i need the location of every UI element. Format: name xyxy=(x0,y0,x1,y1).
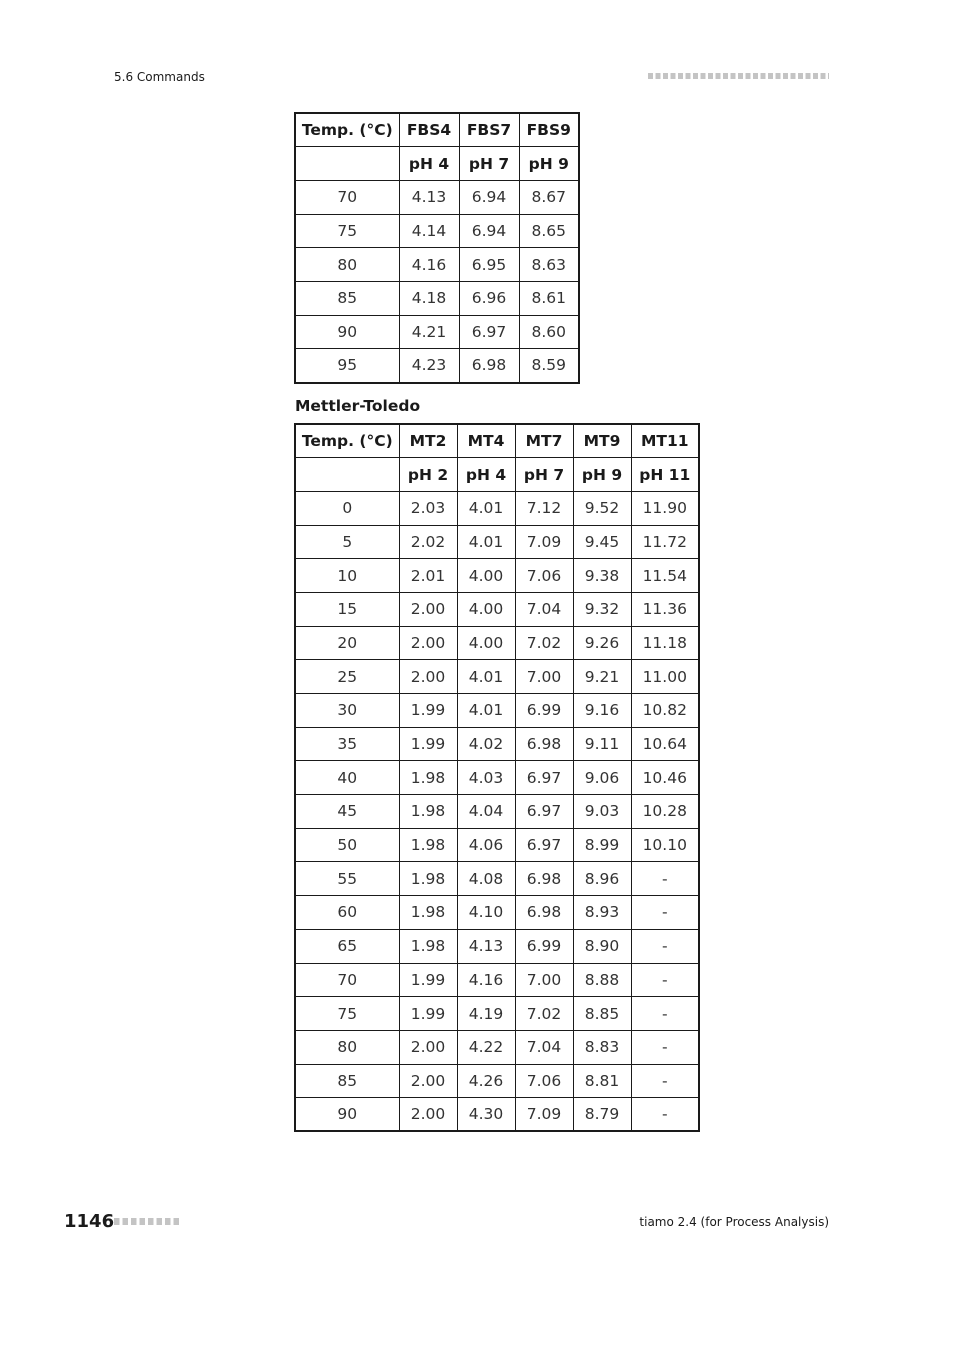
table-cell: 4.01 xyxy=(457,694,515,728)
table-cell: 7.12 xyxy=(515,491,573,525)
table-cell: 2.03 xyxy=(399,491,457,525)
header-cell: pH 7 xyxy=(459,147,519,181)
fbs-buffer-table xyxy=(294,112,580,384)
table-cell: 4.08 xyxy=(457,862,515,896)
table-cell: 7.02 xyxy=(515,626,573,660)
table-cell: 7.04 xyxy=(515,1030,573,1064)
table-row xyxy=(295,929,699,963)
footer-decoration xyxy=(114,1218,182,1225)
table-cell: 8.59 xyxy=(519,349,579,383)
table-cell: 4.14 xyxy=(399,214,459,248)
table-cell: 8.67 xyxy=(519,180,579,214)
header-cell: pH 4 xyxy=(457,458,515,492)
header-cell: MT7 xyxy=(515,424,573,458)
table-cell: 15 xyxy=(295,592,399,626)
table-cell: 1.98 xyxy=(399,828,457,862)
table-cell: 8.65 xyxy=(519,214,579,248)
table-cell: 11.00 xyxy=(631,660,699,694)
table-cell: 4.00 xyxy=(457,559,515,593)
table-cell: 10.46 xyxy=(631,761,699,795)
table-cell: 4.01 xyxy=(457,525,515,559)
table-cell: 7.04 xyxy=(515,592,573,626)
table-row xyxy=(295,626,699,660)
table-row xyxy=(295,525,699,559)
page-number: 1146 xyxy=(64,1211,115,1232)
table-cell: 2.00 xyxy=(399,660,457,694)
table-cell: 8.81 xyxy=(573,1064,631,1098)
table-cell: 4.22 xyxy=(457,1030,515,1064)
table-cell: 70 xyxy=(295,963,399,997)
table-row xyxy=(295,491,699,525)
table-cell: 2.00 xyxy=(399,1064,457,1098)
table-row xyxy=(295,727,699,761)
table-cell: 8.60 xyxy=(519,315,579,349)
table-cell: 60 xyxy=(295,896,399,930)
table-cell: 2.00 xyxy=(399,626,457,660)
table-cell: 8.85 xyxy=(573,997,631,1031)
table-cell: 6.97 xyxy=(515,761,573,795)
table-cell: 0 xyxy=(295,491,399,525)
table-cell: 4.06 xyxy=(457,828,515,862)
header-cell xyxy=(295,458,399,492)
table-cell: 4.01 xyxy=(457,491,515,525)
table-cell: 2.00 xyxy=(399,1030,457,1064)
table-cell: 7.09 xyxy=(515,1098,573,1132)
table-cell: 20 xyxy=(295,626,399,660)
table-cell: 6.98 xyxy=(459,349,519,383)
table-cell: 6.96 xyxy=(459,281,519,315)
table-cell: 6.98 xyxy=(515,727,573,761)
table-cell: 7.09 xyxy=(515,525,573,559)
table-cell: 8.99 xyxy=(573,828,631,862)
table-cell: 1.98 xyxy=(399,795,457,829)
table-cell: 9.16 xyxy=(573,694,631,728)
table-cell: 90 xyxy=(295,1098,399,1132)
table-cell: 8.96 xyxy=(573,862,631,896)
table-cell: 95 xyxy=(295,349,399,383)
header-cell: MT4 xyxy=(457,424,515,458)
table-cell: 7.06 xyxy=(515,1064,573,1098)
table-cell: 1.99 xyxy=(399,727,457,761)
table-cell: 8.79 xyxy=(573,1098,631,1132)
table-cell: 4.02 xyxy=(457,727,515,761)
table-cell: 7.00 xyxy=(515,660,573,694)
table-cell: 10.10 xyxy=(631,828,699,862)
table-cell: 11.18 xyxy=(631,626,699,660)
table-cell: 11.36 xyxy=(631,592,699,626)
table-cell: 2.01 xyxy=(399,559,457,593)
table-cell: 70 xyxy=(295,180,399,214)
table-cell: 75 xyxy=(295,214,399,248)
table-row xyxy=(295,592,699,626)
header-cell: Temp. (°C) xyxy=(295,113,399,147)
table-cell: 1.98 xyxy=(399,896,457,930)
table-row xyxy=(295,795,699,829)
table-cell: 9.11 xyxy=(573,727,631,761)
table-cell: 4.00 xyxy=(457,626,515,660)
table-cell: 1.98 xyxy=(399,929,457,963)
header-cell: MT11 xyxy=(631,424,699,458)
table-cell: 11.72 xyxy=(631,525,699,559)
table-cell: 8.88 xyxy=(573,963,631,997)
table-cell: 4.30 xyxy=(457,1098,515,1132)
table-cell: - xyxy=(631,896,699,930)
table-cell: 11.90 xyxy=(631,491,699,525)
table-cell: 6.94 xyxy=(459,180,519,214)
header-cell: pH 4 xyxy=(399,147,459,181)
table-cell: 9.32 xyxy=(573,592,631,626)
table-cell: 6.97 xyxy=(459,315,519,349)
table-cell: 8.83 xyxy=(573,1030,631,1064)
table-cell: 1.99 xyxy=(399,694,457,728)
table-cell: 6.99 xyxy=(515,694,573,728)
header-cell xyxy=(295,147,399,181)
table-cell: 6.98 xyxy=(515,862,573,896)
table-cell: 10.28 xyxy=(631,795,699,829)
table-cell: 10.64 xyxy=(631,727,699,761)
header-cell: FBS9 xyxy=(519,113,579,147)
table-row xyxy=(295,997,699,1031)
header-cell: FBS4 xyxy=(399,113,459,147)
header-cell: MT2 xyxy=(399,424,457,458)
table-cell: 10.82 xyxy=(631,694,699,728)
table-cell: 75 xyxy=(295,997,399,1031)
table-row xyxy=(295,1064,699,1098)
table-cell: 7.00 xyxy=(515,963,573,997)
header-cell: pH 11 xyxy=(631,458,699,492)
table-row xyxy=(295,315,579,349)
table-cell: 4.23 xyxy=(399,349,459,383)
table-cell: 1.98 xyxy=(399,761,457,795)
table-cell: 9.03 xyxy=(573,795,631,829)
table-cell: 45 xyxy=(295,795,399,829)
section-header: 5.6 Commands xyxy=(114,70,205,84)
table-cell: - xyxy=(631,963,699,997)
table-cell: 9.06 xyxy=(573,761,631,795)
table-header-row xyxy=(295,424,699,458)
table-row xyxy=(295,248,579,282)
table-cell: 8.93 xyxy=(573,896,631,930)
table-row xyxy=(295,1098,699,1132)
table-cell: 4.18 xyxy=(399,281,459,315)
table-row xyxy=(295,660,699,694)
table-row xyxy=(295,963,699,997)
table-row xyxy=(295,862,699,896)
header-cell: pH 7 xyxy=(515,458,573,492)
table-row xyxy=(295,214,579,248)
table-cell: - xyxy=(631,929,699,963)
table-row xyxy=(295,349,579,383)
table-cell: 6.97 xyxy=(515,828,573,862)
table-cell: 4.03 xyxy=(457,761,515,795)
table-cell: 4.19 xyxy=(457,997,515,1031)
table-cell: 4.13 xyxy=(457,929,515,963)
table-cell: 11.54 xyxy=(631,559,699,593)
table-cell: 8.63 xyxy=(519,248,579,282)
table-cell: 9.38 xyxy=(573,559,631,593)
header-decoration xyxy=(648,73,829,79)
table-row xyxy=(295,559,699,593)
table-cell: 9.21 xyxy=(573,660,631,694)
table-cell: 4.04 xyxy=(457,795,515,829)
header-cell: MT9 xyxy=(573,424,631,458)
table-cell: 4.00 xyxy=(457,592,515,626)
table-cell: 7.06 xyxy=(515,559,573,593)
table-cell: - xyxy=(631,997,699,1031)
table-cell: 9.45 xyxy=(573,525,631,559)
table-cell: 4.16 xyxy=(457,963,515,997)
table-header-row xyxy=(295,113,579,147)
table-cell: 50 xyxy=(295,828,399,862)
table-cell: - xyxy=(631,1030,699,1064)
table-cell: 4.01 xyxy=(457,660,515,694)
table-cell: 7.02 xyxy=(515,997,573,1031)
table-cell: 2.02 xyxy=(399,525,457,559)
table-cell: 8.61 xyxy=(519,281,579,315)
table-cell: - xyxy=(631,1098,699,1132)
table-row xyxy=(295,761,699,795)
table-row xyxy=(295,180,579,214)
table-cell: 4.10 xyxy=(457,896,515,930)
table-cell: 80 xyxy=(295,1030,399,1064)
table-cell: 6.94 xyxy=(459,214,519,248)
table-cell: 65 xyxy=(295,929,399,963)
table-cell: 90 xyxy=(295,315,399,349)
table-cell: 35 xyxy=(295,727,399,761)
table-ph-row xyxy=(295,458,699,492)
table-cell: 55 xyxy=(295,862,399,896)
table-ph-row xyxy=(295,147,579,181)
table-cell: 1.99 xyxy=(399,963,457,997)
table-row xyxy=(295,828,699,862)
header-cell: pH 2 xyxy=(399,458,457,492)
section-title: Mettler-Toledo xyxy=(295,397,421,415)
table-cell: 6.97 xyxy=(515,795,573,829)
table-cell: 25 xyxy=(295,660,399,694)
table-cell: 40 xyxy=(295,761,399,795)
table-cell: - xyxy=(631,1064,699,1098)
header-cell: pH 9 xyxy=(573,458,631,492)
table-cell: 85 xyxy=(295,1064,399,1098)
table-cell: 6.98 xyxy=(515,896,573,930)
table-cell: 4.13 xyxy=(399,180,459,214)
table-cell: 2.00 xyxy=(399,1098,457,1132)
header-cell: FBS7 xyxy=(459,113,519,147)
table-cell: 9.26 xyxy=(573,626,631,660)
product-name: tiamo 2.4 (for Process Analysis) xyxy=(639,1215,829,1229)
table-cell: 6.99 xyxy=(515,929,573,963)
header-cell: Temp. (°C) xyxy=(295,424,399,458)
table-cell: 6.95 xyxy=(459,248,519,282)
table-cell: 30 xyxy=(295,694,399,728)
table-cell: 1.99 xyxy=(399,997,457,1031)
table-row xyxy=(295,896,699,930)
table-cell: 8.90 xyxy=(573,929,631,963)
table-cell: - xyxy=(631,862,699,896)
table-row xyxy=(295,281,579,315)
header-cell: pH 9 xyxy=(519,147,579,181)
table-cell: 2.00 xyxy=(399,592,457,626)
table-cell: 9.52 xyxy=(573,491,631,525)
table-row xyxy=(295,694,699,728)
table-cell: 80 xyxy=(295,248,399,282)
table-cell: 10 xyxy=(295,559,399,593)
table-cell: 4.26 xyxy=(457,1064,515,1098)
table-cell: 4.16 xyxy=(399,248,459,282)
table-cell: 85 xyxy=(295,281,399,315)
mettler-toledo-buffer-table xyxy=(294,423,700,1132)
table-cell: 5 xyxy=(295,525,399,559)
table-cell: 1.98 xyxy=(399,862,457,896)
table-cell: 4.21 xyxy=(399,315,459,349)
table-row xyxy=(295,1030,699,1064)
